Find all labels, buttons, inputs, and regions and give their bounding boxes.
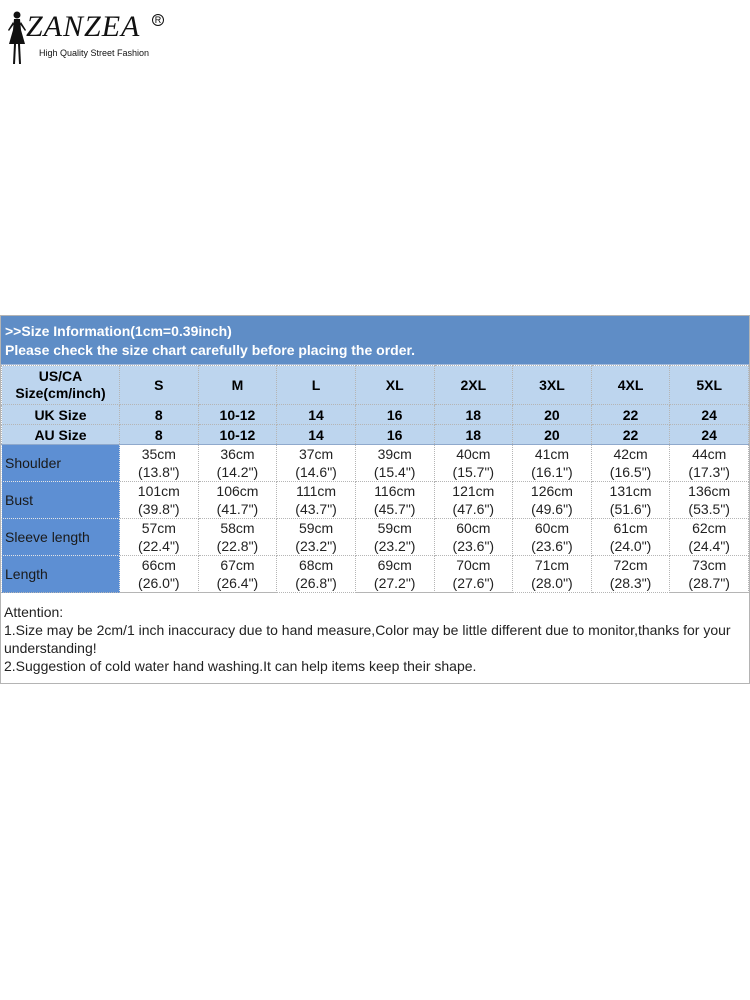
measurement-row [2, 482, 749, 519]
measurement-inch: (16.5") [609, 464, 652, 480]
measurement-inch: (26.0") [138, 575, 180, 591]
measurement-inch: (15.4") [373, 464, 416, 480]
measurement-inch: (27.2") [373, 575, 416, 591]
us-size-cell: 2XL [434, 366, 513, 405]
measurement-cm: 35cm [141, 446, 176, 462]
measurement-cm: 66cm [141, 557, 176, 573]
measurement-cell [513, 445, 592, 482]
measurement-cell [198, 482, 277, 519]
measurement-cm: 126cm [530, 483, 573, 499]
measurement-cell [198, 445, 277, 482]
us-size-label [2, 366, 120, 405]
measurement-inch: (28.0") [531, 575, 573, 591]
measurement-cell [120, 519, 199, 556]
measurement-cell [513, 519, 592, 556]
measurement-inch: (51.6") [609, 501, 652, 517]
au-size-cell: 14 [277, 425, 356, 445]
measurement-inch: (28.3") [609, 575, 652, 591]
measurement-cell [355, 519, 434, 556]
measurement-inch: (27.6") [452, 575, 495, 591]
measurement-inch: (47.6") [452, 501, 495, 517]
uk-size-cell: 8 [120, 405, 199, 425]
measurement-cm: 67cm [220, 557, 255, 573]
measurement-inch: (24.4") [688, 538, 730, 554]
measurement-cm: 71cm [534, 557, 570, 573]
brand-tagline: High Quality Street Fashion [39, 48, 150, 58]
measurement-inch: (13.8") [138, 464, 180, 480]
measurement-cm: 39cm [377, 446, 412, 462]
measurement-cell [513, 482, 592, 519]
measurement-inch: (45.7") [373, 501, 416, 517]
measurement-cm: 131cm [609, 483, 652, 499]
measurement-cm: 69cm [377, 557, 412, 573]
au-size-cell: 16 [355, 425, 434, 445]
au-size-cell: 8 [120, 425, 199, 445]
measurement-cm: 68cm [298, 557, 334, 573]
measurement-cell [670, 556, 749, 593]
us-size-cell: L [277, 366, 356, 405]
uk-size-cell: 20 [513, 405, 592, 425]
measurement-cell [434, 445, 513, 482]
measurement-cm: 121cm [452, 483, 495, 499]
measurement-cm: 60cm [456, 520, 491, 536]
measurement-label: Bust [2, 482, 120, 519]
measurement-cm: 106cm [216, 483, 259, 499]
us-size-cell: 5XL [670, 366, 749, 405]
measurement-cell [120, 482, 199, 519]
measurement-cell [591, 445, 670, 482]
us-label-line2: Size(cm/inch) [15, 385, 106, 401]
measurement-rows [2, 445, 749, 593]
size-chart-header [1, 316, 749, 365]
measurement-cm: 72cm [613, 557, 648, 573]
measurement-cm: 42cm [613, 446, 648, 462]
measurement-cm: 62cm [692, 520, 727, 536]
measurement-cell [277, 445, 356, 482]
attention-item-1: 1.Size may be 2cm/1 inch inaccuracy due to hand measure,Color may be little different due to monitor,thanks for your understanding! [4, 622, 731, 656]
measurement-cell [198, 519, 277, 556]
attention-title: Attention: [4, 604, 64, 620]
brand-name: ZANZEA [26, 10, 141, 43]
measurement-inch: (43.7") [295, 501, 337, 517]
size-check-instruction: Please check the size chart carefully before placing the order. [5, 342, 416, 358]
measurement-inch: (23.2") [373, 538, 416, 554]
measurement-cell [198, 556, 277, 593]
measurement-cm: 60cm [534, 520, 570, 536]
measurement-cell [434, 556, 513, 593]
au-size-cell: 24 [670, 425, 749, 445]
uk-size-cell: 18 [434, 405, 513, 425]
measurement-cm: 59cm [377, 520, 412, 536]
measurement-label: Sleeve length [2, 519, 120, 556]
us-size-cell: 4XL [591, 366, 670, 405]
au-size-row [2, 425, 749, 445]
measurement-inch: (23.6") [531, 538, 573, 554]
measurement-cm: 37cm [298, 446, 334, 462]
us-size-row [2, 366, 749, 405]
measurement-cm: 70cm [456, 557, 491, 573]
us-size-cell: XL [355, 366, 434, 405]
measurement-inch: (28.7") [688, 575, 730, 591]
measurement-cell [120, 445, 199, 482]
measurement-cell [355, 482, 434, 519]
us-label-line1: US/CA [38, 368, 83, 384]
measurement-cm: 61cm [613, 520, 648, 536]
measurement-inch: (14.6") [295, 464, 337, 480]
measurement-inch: (22.8") [216, 538, 259, 554]
measurement-cell [591, 482, 670, 519]
measurement-row [2, 445, 749, 482]
uk-size-cell: 14 [277, 405, 356, 425]
measurement-cm: 136cm [688, 483, 731, 499]
measurement-cell [670, 482, 749, 519]
measurement-row [2, 556, 749, 593]
registered-mark: R [152, 14, 164, 26]
measurement-inch: (23.2") [295, 538, 337, 554]
fashion-figure-icon [6, 10, 28, 66]
measurement-cm: 59cm [298, 520, 334, 536]
us-size-cell: S [120, 366, 199, 405]
measurement-cell [670, 445, 749, 482]
uk-size-cell: 22 [591, 405, 670, 425]
uk-size-cell: 10-12 [198, 405, 277, 425]
measurement-cell [670, 519, 749, 556]
measurement-cm: 116cm [374, 483, 416, 499]
measurement-cell [355, 556, 434, 593]
measurement-cm: 101cm [137, 483, 180, 499]
measurement-label: Shoulder [2, 445, 120, 482]
measurement-cm: 44cm [692, 446, 727, 462]
measurement-cell [277, 519, 356, 556]
uk-size-row [2, 405, 749, 425]
measurement-cm: 111cm [296, 483, 337, 499]
measurement-cm: 73cm [692, 557, 727, 573]
measurement-inch: (41.7") [216, 501, 259, 517]
au-size-cell: 22 [591, 425, 670, 445]
au-size-cell: 10-12 [198, 425, 277, 445]
measurement-cell [591, 556, 670, 593]
measurement-cell [591, 519, 670, 556]
measurement-inch: (15.7") [452, 464, 495, 480]
measurement-cell [277, 556, 356, 593]
attention-notes [0, 592, 750, 684]
measurement-cell [355, 445, 434, 482]
us-size-cell: 3XL [513, 366, 592, 405]
measurement-inch: (14.2") [216, 464, 259, 480]
measurement-cell [434, 482, 513, 519]
au-size-cell: 20 [513, 425, 592, 445]
size-table [1, 365, 749, 593]
measurement-cm: 41cm [534, 446, 570, 462]
measurement-cell [120, 556, 199, 593]
uk-size-cell: 16 [355, 405, 434, 425]
uk-size-label: UK Size [2, 405, 120, 425]
attention-item-2: 2.Suggestion of cold water hand washing.It can help items keep their shape. [4, 658, 477, 674]
measurement-cell [277, 482, 356, 519]
measurement-inch: (26.4") [216, 575, 259, 591]
measurement-cell [434, 519, 513, 556]
measurement-inch: (49.6") [531, 501, 573, 517]
uk-size-cell: 24 [670, 405, 749, 425]
size-chart-panel [0, 315, 750, 593]
measurement-label: Length [2, 556, 120, 593]
measurement-inch: (16.1") [531, 464, 573, 480]
measurement-cm: 58cm [220, 520, 255, 536]
measurement-inch: (17.3") [688, 464, 730, 480]
measurement-inch: (26.8") [295, 575, 337, 591]
measurement-inch: (22.4") [138, 538, 180, 554]
measurement-cm: 40cm [456, 446, 491, 462]
measurement-inch: (24.0") [609, 538, 652, 554]
us-size-cell: M [198, 366, 277, 405]
size-info-title: >>Size Information(1cm=0.39inch) [5, 323, 232, 339]
measurement-inch: (23.6") [452, 538, 495, 554]
measurement-cm: 57cm [141, 520, 176, 536]
measurement-cm: 36cm [220, 446, 255, 462]
au-size-cell: 18 [434, 425, 513, 445]
measurement-cell [513, 556, 592, 593]
measurement-row [2, 519, 749, 556]
measurement-inch: (53.5") [688, 501, 730, 517]
au-size-label: AU Size [2, 425, 120, 445]
brand-logo [6, 6, 176, 66]
measurement-inch: (39.8") [138, 501, 180, 517]
